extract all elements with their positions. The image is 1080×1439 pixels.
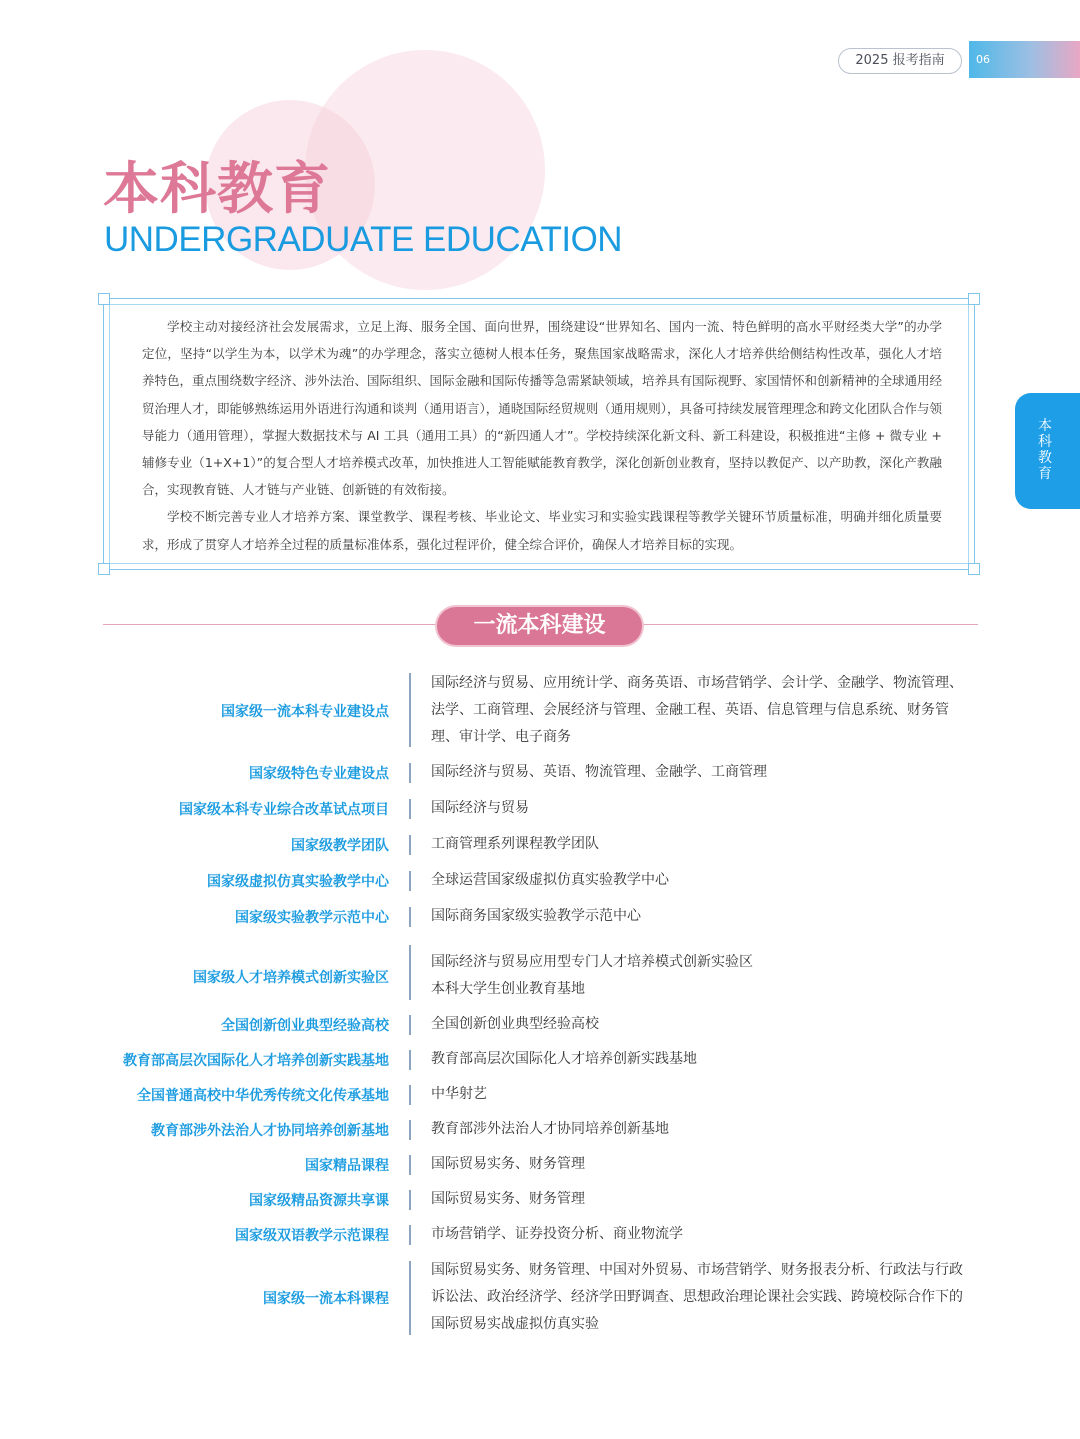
row-value: 国际经济与贸易、英语、物流管理、金融学、工商管理 <box>431 764 767 780</box>
row-divider <box>409 763 411 783</box>
row-label: 国家级精品资源共享课 <box>249 1193 389 1209</box>
row-value: 国际商务国家级实验教学示范中心 <box>431 908 641 924</box>
row-label: 国家级本科专业综合改革试点项目 <box>179 802 389 818</box>
row-divider <box>409 1120 411 1140</box>
section-title: 一流本科建设 <box>437 607 642 645</box>
row-value-line: 国际经济与贸易应用型专门人才培养模式创新实验区 <box>431 954 753 970</box>
row-divider <box>409 1261 411 1335</box>
row-value: 国际贸易实务、财务管理 <box>431 1156 585 1172</box>
row-divider <box>409 945 411 1000</box>
row-divider <box>409 1190 411 1210</box>
row-value: 教育部高层次国际化人才培养创新实践基地 <box>431 1051 697 1067</box>
row-value: 教育部涉外法治人才协同培养创新基地 <box>431 1121 669 1137</box>
intro-paragraph-2: 学校不断完善专业人才培养方案、课堂教学、课程考核、毕业论文、毕业实习和实验实践课程等教学关键环节质量标准，明确并细化质量要求，形成了贯穿人才培养全过程的质量标准体系，强化过程评价，健全综合评价，确保人才培养目标的实现。 <box>142 509 942 552</box>
row-label: 教育部高层次国际化人才培养创新实践基地 <box>123 1053 389 1069</box>
row-label: 全国创新创业典型经验高校 <box>221 1018 389 1034</box>
row-divider <box>409 673 411 747</box>
row-divider <box>409 871 411 891</box>
row-value: 国际经济与贸易、应用统计学、商务英语、市场营销学、会计学、金融学、物流管理、法学、工商管理、会展经济与管理、金融工程、英语、信息管理与信息系统、财务管理、审计学、电子商务 <box>431 675 963 745</box>
row-value: 国际贸易实务、财务管理、中国对外贸易、市场营销学、财务报表分析、行政法与行政诉讼法、政治经济学、经济学田野调查、思想政治理论课社会实践、跨境校际合作下的国际贸易实战虚拟仿真实验 <box>431 1262 963 1332</box>
row-label: 全国普通高校中华优秀传统文化传承基地 <box>137 1088 389 1104</box>
row-divider <box>409 1015 411 1035</box>
row-label: 国家级一流本科专业建设点 <box>221 704 389 720</box>
row-label: 国家级人才培养模式创新实验区 <box>193 970 389 986</box>
row-value: 国际经济与贸易 <box>431 800 529 816</box>
row-divider <box>409 1155 411 1175</box>
intro-paragraph-1: 学校主动对接经济社会发展需求，立足上海、服务全国、面向世界，围绕建设“世界知名、国内一流、特色鲜明的高水平财经类大学”的办学定位，坚持“以学生为本，以学术为魂”的办学理念，落实立德树人根本任务，聚焦国家战略需求，深化人才培养供给侧结构性改革，强化人才培养特色，重点围绕数字经济、涉外法治、国际组织、国际金融和国际传播等急需紧缺领域，培养具有国际视野、家国情怀和创新精神的全球通用经贸治理人才，即能够熟练运用外语进行沟通和谈判（通用语言），通晓国际经贸规则（通用规则），具备可持续发展管理理念和跨文化团队合作与领导能力（通用管理），掌握大数据技术与 AI 工具（通用工具）的“新四通人才”。学校持续深化新文科、新工科建设，积极推进“主修 + 微专业 + 辅修专业（1+X+1）”的复合型人才培养模式改革，加快推进人工智能赋能教育教学，深化创新创业教育，坚持以教促产、以产助教，深化产教融合，实现教育链、人才链与产业链、创新链的有效衔接。 <box>142 319 943 498</box>
page-number: 06 <box>969 41 1080 78</box>
guide-title: 2025 报考指南 <box>838 48 962 74</box>
page-title: 本科教育 <box>103 157 331 222</box>
row-value: 中华射艺 <box>431 1086 487 1102</box>
row-label: 国家级特色专业建设点 <box>249 766 389 782</box>
row-label: 国家级虚拟仿真实验教学中心 <box>207 874 389 890</box>
row-value: 全国创新创业典型经验高校 <box>431 1016 599 1032</box>
row-value: 工商管理系列课程教学团队 <box>431 836 599 852</box>
row-label: 国家精品课程 <box>305 1158 389 1174</box>
row-label: 国家级双语教学示范课程 <box>235 1228 389 1244</box>
row-divider <box>409 799 411 819</box>
side-section-tab-label: 本科教育 <box>1038 418 1052 482</box>
row-value <box>431 949 976 1003</box>
row-label: 教育部涉外法治人才协同培养创新基地 <box>151 1123 389 1139</box>
row-divider <box>409 835 411 855</box>
row-divider <box>409 907 411 927</box>
page-subtitle: UNDERGRADUATE EDUCATION <box>104 220 623 259</box>
row-divider <box>409 1085 411 1105</box>
row-value: 全球运营国家级虚拟仿真实验教学中心 <box>431 872 669 888</box>
row-value-line: 本科大学生创业教育基地 <box>431 981 585 997</box>
row-divider <box>409 1225 411 1245</box>
row-label: 国家级教学团队 <box>291 838 389 854</box>
row-label: 国家级实验教学示范中心 <box>235 910 389 926</box>
row-value: 国际贸易实务、财务管理 <box>431 1191 585 1207</box>
row-label: 国家级一流本科课程 <box>263 1291 389 1307</box>
row-divider <box>409 1050 411 1070</box>
row-value: 市场营销学、证券投资分析、商业物流学 <box>431 1226 683 1242</box>
